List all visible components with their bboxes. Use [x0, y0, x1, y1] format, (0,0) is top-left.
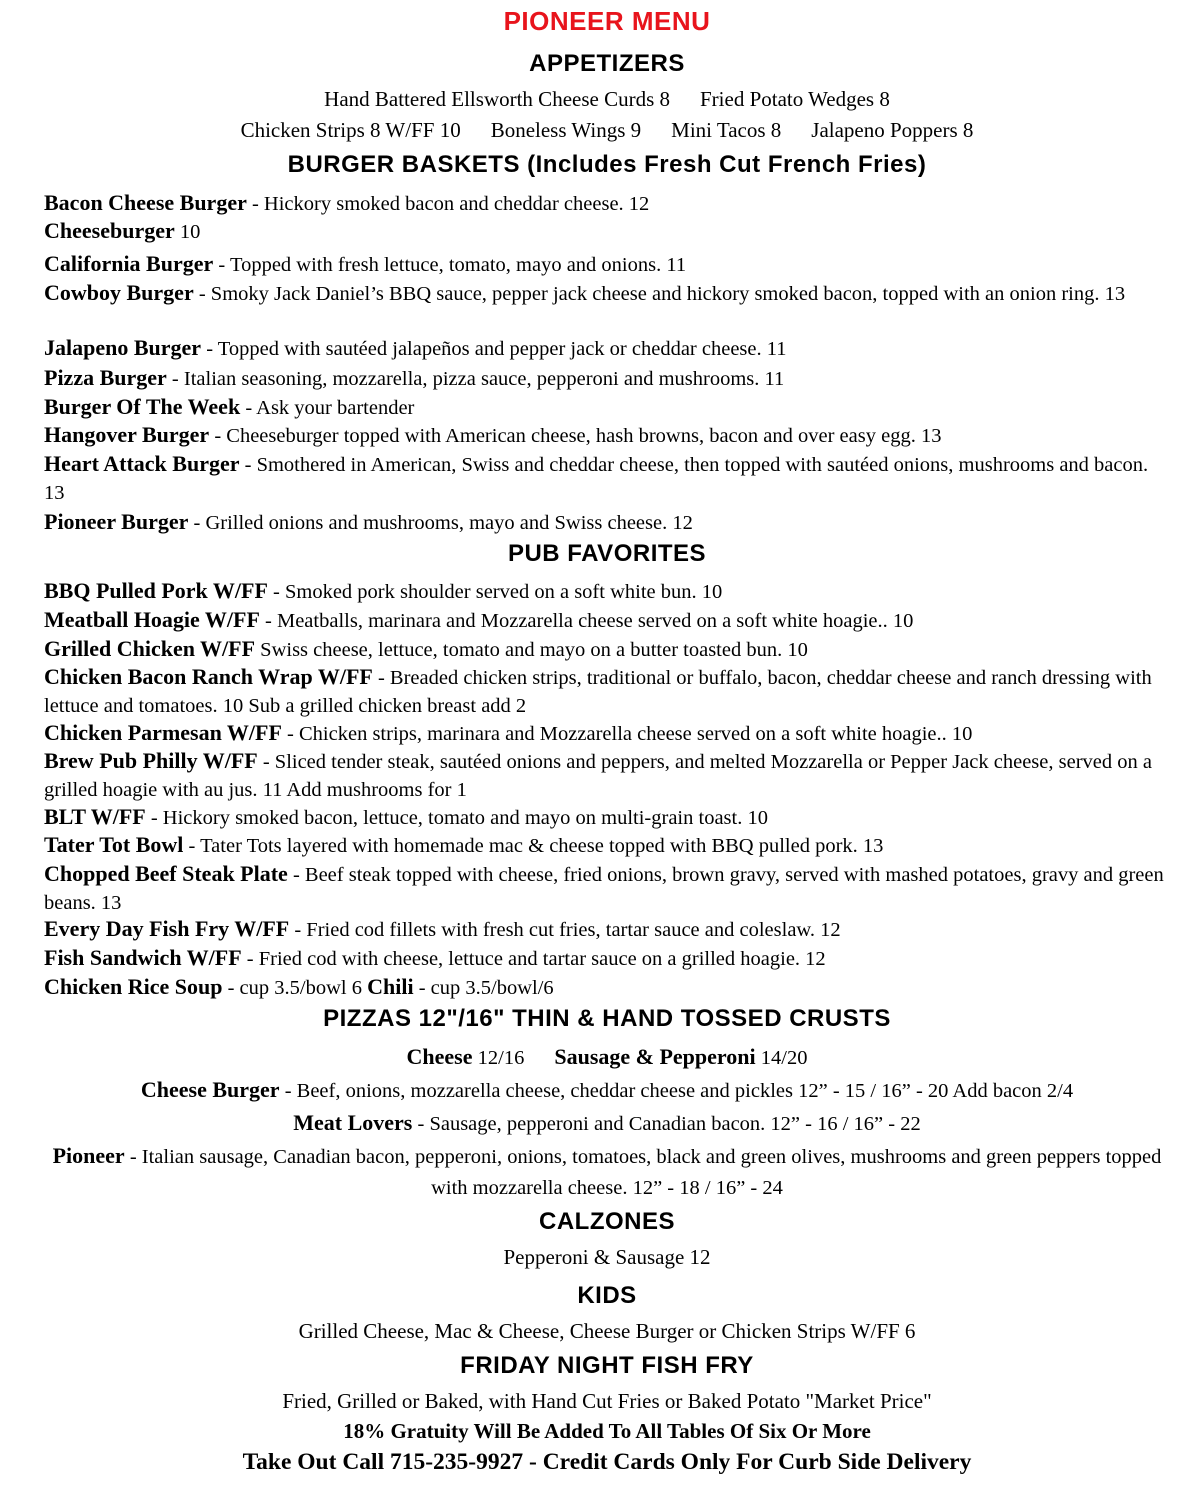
item-description: - Italian seasoning, mozzarella, pizza sauce, pepperoni and mushrooms. 11 — [166, 368, 785, 390]
menu-item — [44, 635, 1170, 664]
menu-item — [44, 577, 1170, 606]
menu-item — [44, 334, 1170, 363]
item-description: - Sliced tender steak, sautéed onions and peppers, and melted Mozzarella or Pepper Jack cheese, served on a grilled hoagie with au jus. 11 Add mushrooms for 1 — [44, 751, 1152, 801]
item-description: - Smoky Jack Daniel’s BBQ sauce, pepper jack cheese and hickory smoked bacon, topped with an onion ring. 13 — [193, 283, 1126, 305]
item-name: BLT W/FF — [44, 804, 146, 829]
item-name: Chicken Rice Soup — [44, 974, 223, 999]
item-description: - Italian sausage, Canadian bacon, pepperoni, onions, tomatoes, black and green olives, mushrooms and green peppers topped with mozzarella cheese. 12” - 18 / 16” - 24 — [124, 1146, 1162, 1199]
item-name: Meat Lovers — [293, 1110, 413, 1135]
kids-heading: KIDS — [577, 1282, 637, 1309]
item-description: - Smothered in American, Swiss and cheddar cheese, then topped with sautéed onions, mushrooms and bacon. 13 — [44, 454, 1149, 504]
pizza-item — [50, 1140, 1164, 1204]
pizza-item — [50, 1074, 1164, 1107]
menu-item — [44, 860, 1170, 917]
appetizer-item: Fried Potato Wedges 8 — [700, 87, 890, 111]
menu-item — [44, 719, 1170, 748]
item-description: - Fried cod fillets with fresh cut fries, tartar sauce and coleslaw. 12 — [289, 919, 841, 941]
item-description: - Hickory smoked bacon and cheddar cheese. 12 — [246, 193, 650, 215]
menu-item — [44, 606, 1170, 635]
pizza-basic-row — [50, 1041, 1164, 1074]
item-name: Pizza Burger — [44, 365, 167, 390]
appetizer-item: Mini Tacos 8 — [671, 118, 782, 142]
item-description: - Topped with sautéed jalapeños and pepper jack or cheddar cheese. 11 — [201, 338, 787, 360]
menu-item — [44, 279, 1170, 308]
appetizer-item: Jalapeno Poppers 8 — [811, 118, 974, 142]
item-name: Tater Tot Bowl — [44, 832, 184, 857]
item-price: 14/20 — [755, 1047, 808, 1069]
item-name: Chili — [367, 974, 414, 999]
item-description: - Hickory smoked bacon, lettuce, tomato and mayo on multi-grain toast. 10 — [145, 807, 768, 829]
item-description: Swiss cheese, lettuce, tomato and mayo on a butter toasted bun. 10 — [255, 639, 808, 661]
menu-title: PIONEER MENU — [503, 6, 711, 36]
item-description: - Topped with fresh lettuce, tomato, mayo and onions. 11 — [213, 254, 687, 276]
menu-item — [44, 915, 1170, 944]
takeout-note: Take Out Call 715-235-9927 - Credit Cards Only For Curb Side Delivery — [242, 1449, 972, 1475]
calzones-text: Pepperoni & Sausage 12 — [503, 1245, 711, 1269]
menu-item — [44, 747, 1170, 804]
appetizers-heading: APPETIZERS — [529, 50, 685, 77]
menu-item — [44, 393, 1170, 422]
item-name: Pioneer Burger — [44, 509, 189, 534]
pizza-item — [50, 1107, 1164, 1140]
menu-item — [44, 250, 1170, 279]
item-name: Every Day Fish Fry W/FF — [44, 916, 290, 941]
item-description: - Beef, onions, mozzarella cheese, cheddar cheese and pickles 12” - 15 / 16” - 20 Add bacon 2/4 — [279, 1080, 1074, 1102]
menu-item — [44, 663, 1170, 720]
item-name: Cheese — [406, 1044, 473, 1069]
item-name: Sausage & Pepperoni — [554, 1044, 756, 1069]
item-description: - Chicken strips, marinara and Mozzarella cheese served on a soft white hoagie.. 10 — [281, 723, 973, 745]
item-description: - Beef steak topped with cheese, fried onions, brown gravy, served with mashed potatoes, gravy and green beans. 13 — [44, 864, 1164, 914]
item-name: Fish Sandwich W/FF — [44, 945, 242, 970]
item-name: Cheeseburger — [44, 218, 175, 243]
menu-item — [44, 973, 1170, 1002]
item-name: Chopped Beef Steak Plate — [44, 861, 288, 886]
appetizer-item: Chicken Strips 8 W/FF 10 — [240, 118, 461, 142]
menu-item — [44, 217, 1170, 246]
item-description: - cup 3.5/bowl/6 — [413, 977, 554, 999]
item-name: Brew Pub Philly W/FF — [44, 748, 258, 773]
appetizers-row-2 — [0, 118, 1200, 143]
item-name: Bacon Cheese Burger — [44, 190, 247, 215]
burgers-heading: BURGER BASKETS (Includes Fresh Cut French Fries) — [287, 151, 927, 178]
item-description: - Fried cod with cheese, lettuce and tartar sauce on a grilled hoagie. 12 — [241, 948, 826, 970]
item-name: Grilled Chicken W/FF — [44, 636, 256, 661]
item-description: - Ask your bartender — [240, 397, 415, 419]
gratuity-note: 18% Gratuity Will Be Added To All Tables Of Six Or More — [343, 1419, 871, 1443]
calzones-heading: CALZONES — [539, 1208, 675, 1235]
menu-item — [44, 421, 1170, 450]
item-name: Chicken Bacon Ranch Wrap W/FF — [44, 664, 373, 689]
kids-text: Grilled Cheese, Mac & Cheese, Cheese Burger or Chicken Strips W/FF 6 — [298, 1319, 916, 1343]
menu-item — [44, 831, 1170, 860]
item-description: - Sausage, pepperoni and Canadian bacon. 12” - 16 / 16” - 22 — [412, 1113, 921, 1135]
item-name: Pioneer — [52, 1143, 125, 1168]
menu-item — [44, 189, 1170, 218]
item-description: - Meatballs, marinara and Mozzarella cheese served on a soft white hoagie.. 10 — [259, 610, 914, 632]
item-name: Jalapeno Burger — [44, 335, 202, 360]
pub-heading: PUB FAVORITES — [507, 540, 707, 567]
item-description: 10 — [174, 221, 201, 243]
item-name: Chicken Parmesan W/FF — [44, 720, 282, 745]
item-name: Hangover Burger — [44, 422, 210, 447]
pizzas-heading: PIZZAS 12"/16" THIN & HAND TOSSED CRUSTS — [323, 1005, 891, 1032]
item-description: - Grilled onions and mushrooms, mayo and Swiss cheese. 12 — [188, 512, 693, 534]
item-name: California Burger — [44, 251, 214, 276]
item-price: 12/16 — [472, 1047, 525, 1069]
menu-item — [44, 944, 1170, 973]
item-description: - Tater Tots layered with homemade mac & cheese topped with BBQ pulled pork. 13 — [183, 835, 884, 857]
item-name: Cheese Burger — [140, 1077, 280, 1102]
item-description: - Breaded chicken strips, traditional or buffalo, bacon, cheddar cheese and ranch dressing with lettuce and tomatoes. 10 Sub a grilled chicken breast add 2 — [44, 667, 1152, 717]
item-name: BBQ Pulled Pork W/FF — [44, 578, 268, 603]
appetizers-row-1 — [0, 87, 1200, 112]
appetizer-item: Hand Battered Ellsworth Cheese Curds 8 — [324, 87, 670, 111]
menu-item — [44, 508, 1170, 537]
menu-item — [44, 364, 1170, 393]
appetizer-item: Boneless Wings 9 — [490, 118, 642, 142]
item-name: Cowboy Burger — [44, 280, 194, 305]
item-description: - Smoked pork shoulder served on a soft white bun. 10 — [267, 581, 723, 603]
item-name: Burger Of The Week — [44, 394, 241, 419]
menu-item — [44, 450, 1170, 507]
fishfry-heading: FRIDAY NIGHT FISH FRY — [460, 1352, 754, 1379]
item-name: Heart Attack Burger — [44, 451, 240, 476]
item-description: - cup 3.5/bowl 6 — [222, 977, 368, 999]
item-name: Meatball Hoagie W/FF — [44, 607, 260, 632]
item-description: - Cheeseburger topped with American cheese, hash browns, bacon and over easy egg. 13 — [209, 425, 942, 447]
menu-item — [44, 803, 1170, 832]
fishfry-text: Fried, Grilled or Baked, with Hand Cut Fries or Baked Potato "Market Price" — [282, 1389, 932, 1413]
